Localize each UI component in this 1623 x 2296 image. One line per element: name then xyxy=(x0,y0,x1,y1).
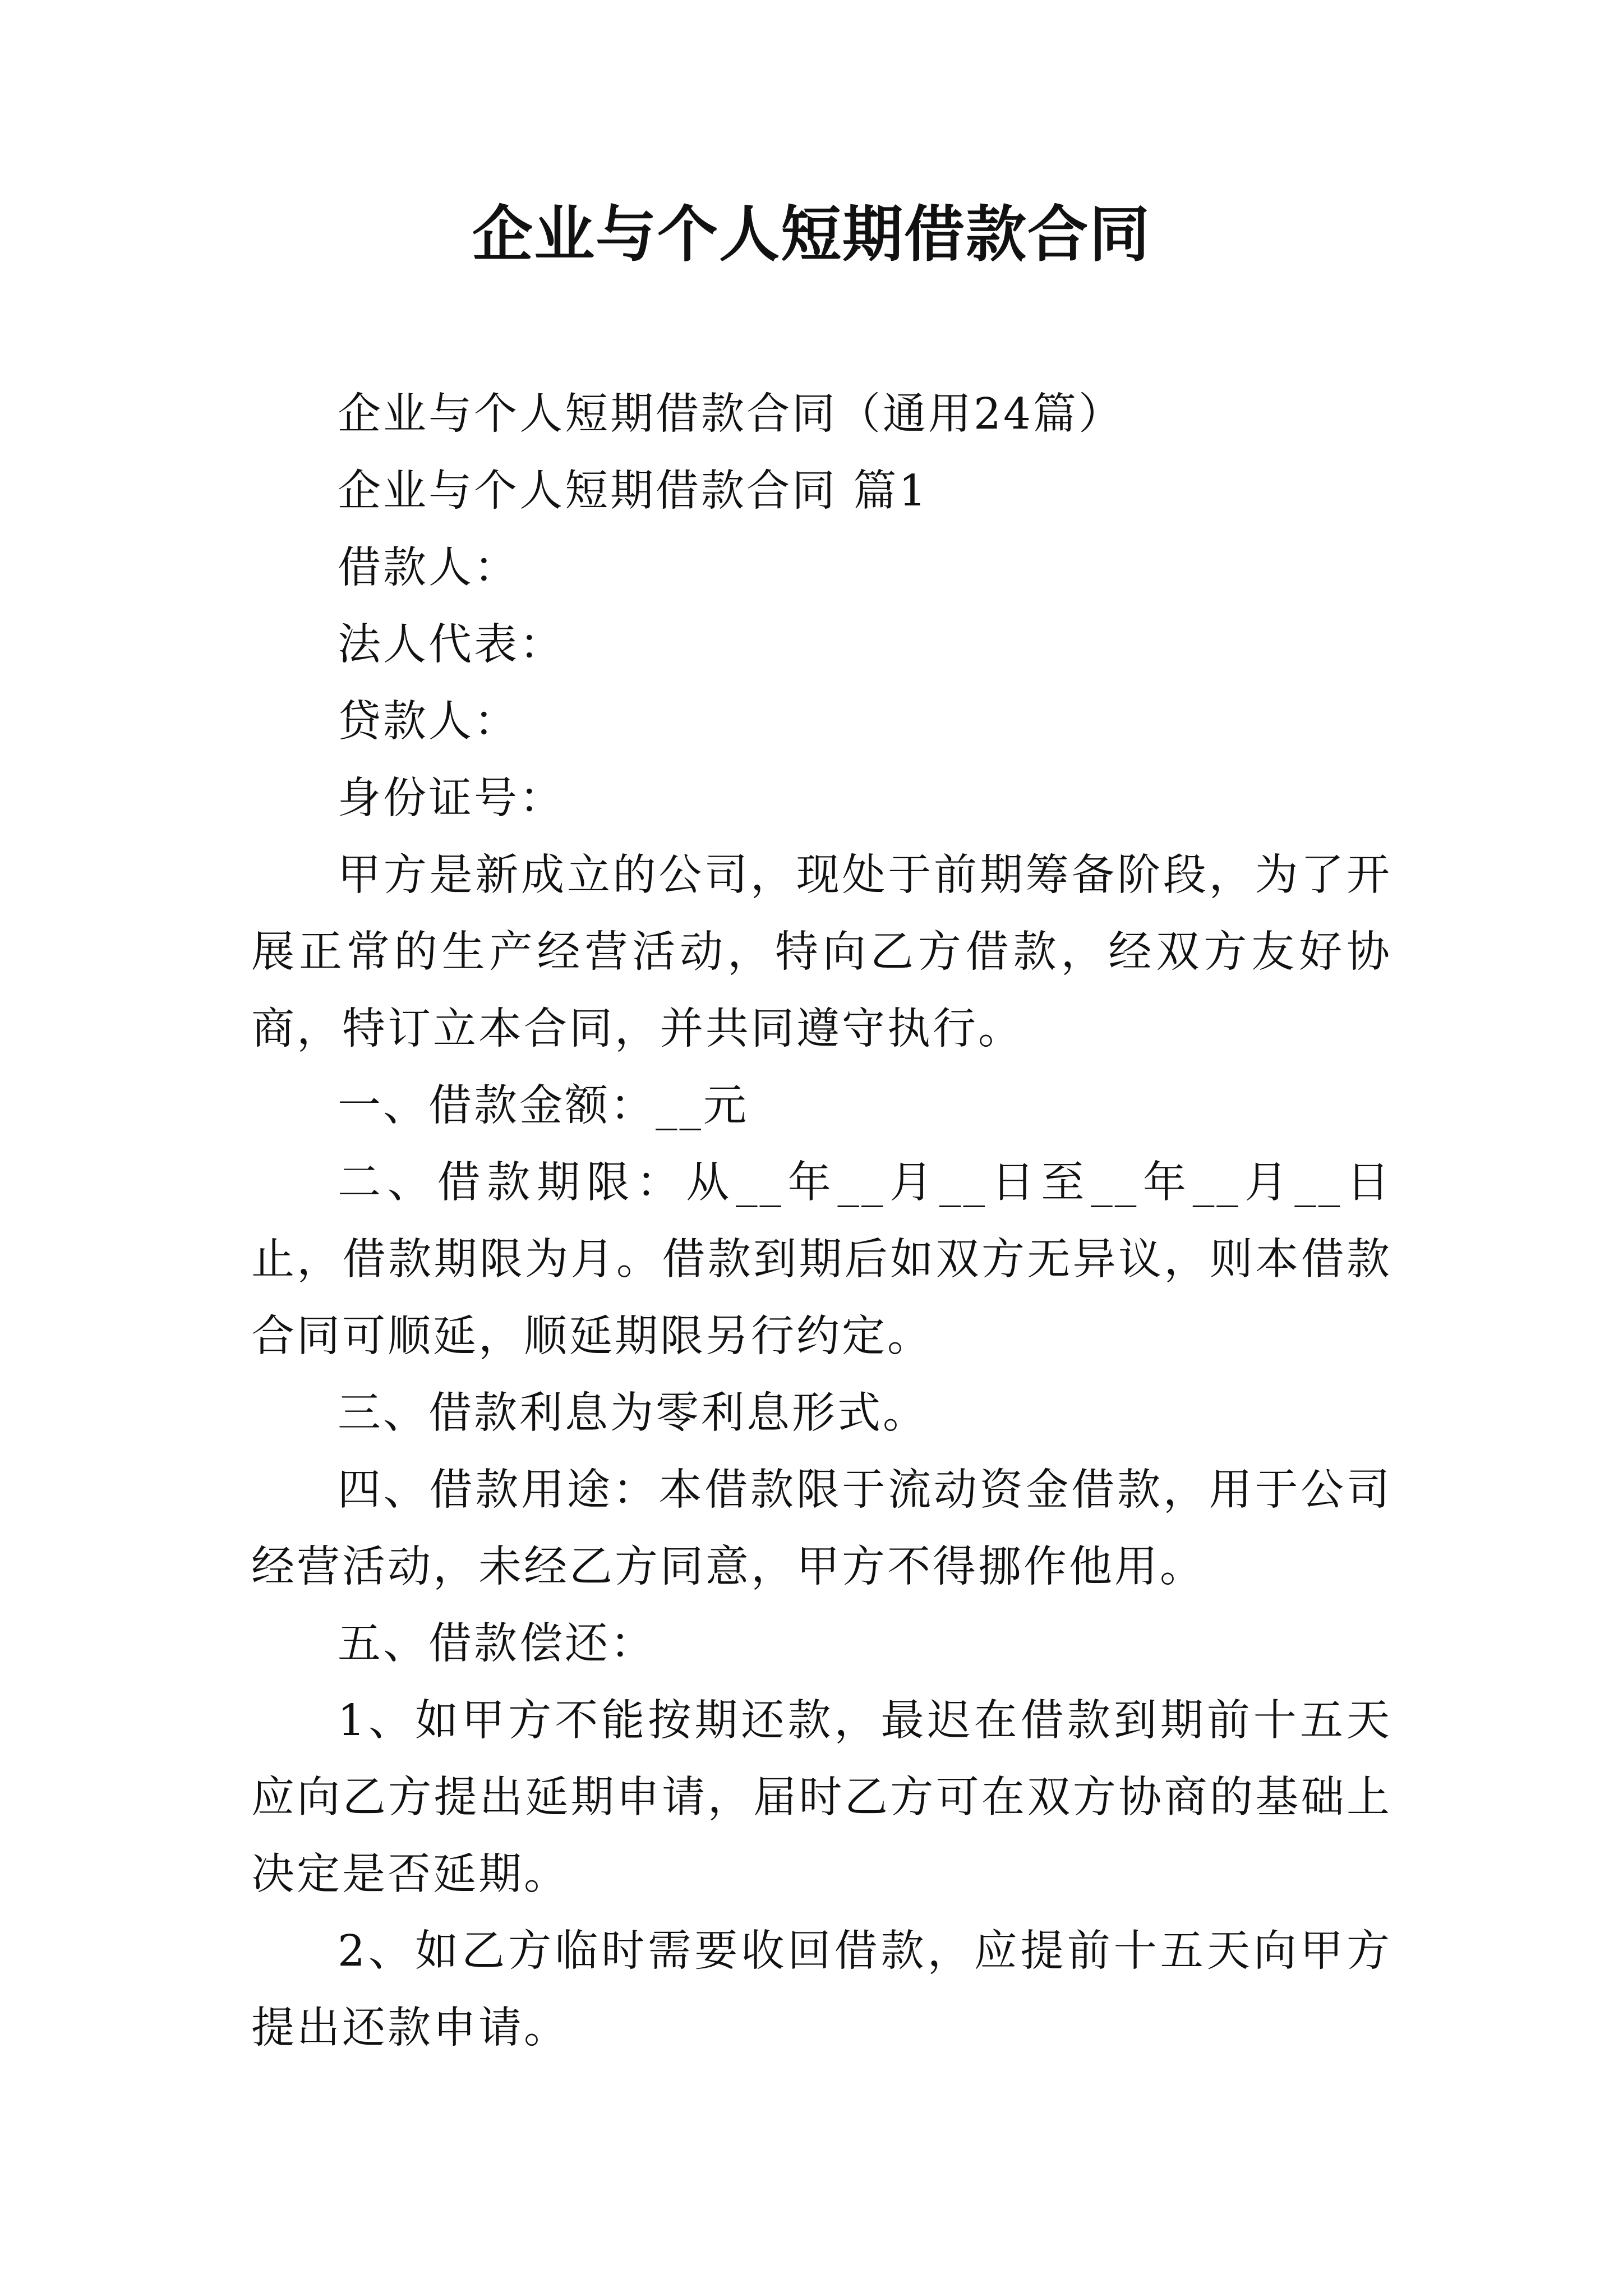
paragraph-preamble: 甲方是新成立的公司，现处于前期筹备阶段，为了开展正常的生产经营活动，特向乙方借款，经双方友好协商，特订立本合同，并共同遵守执行。 xyxy=(251,850,1392,1054)
paragraph-clause-amount: 一、借款金额：__元 xyxy=(338,1081,749,1131)
paragraph-clause-purpose: 四、借款用途：本借款限于流动资金借款，用于公司经营活动，未经乙方同意，甲方不得挪作他用。 xyxy=(251,1465,1392,1592)
paragraph-clause-repayment: 五、借款偿还： xyxy=(338,1619,656,1669)
paragraph-id-number: 身份证号： xyxy=(338,774,565,823)
paragraph-lender: 贷款人： xyxy=(338,697,519,747)
paragraph-clause-term: 二、借款期限：从__年__月__日至__年__月__日止，借款期限为月。借款到期后如双方无异议，则本借款合同可顺延，顺延期限另行约定。 xyxy=(251,1158,1392,1361)
paragraph-borrower: 借款人： xyxy=(338,543,519,593)
document-title: 企业与个人短期借款合同 xyxy=(472,199,1151,270)
paragraph-section-heading: 企业与个人短期借款合同 篇1 xyxy=(338,466,929,516)
document-body xyxy=(251,376,1392,2067)
paragraph-repayment-item-1: 1、如甲方不能按期还款，最迟在借款到期前十五天应向乙方提出延期申请，届时乙方可在双方协商的基础上决定是否延期。 xyxy=(251,1696,1392,1899)
paragraph-repayment-item-2: 2、如乙方临时需要收回借款，应提前十五天向甲方提出还款申请。 xyxy=(251,1926,1392,2053)
paragraph-legal-representative: 法人代表： xyxy=(338,620,565,670)
paragraph-clause-interest: 三、借款利息为零利息形式。 xyxy=(338,1388,928,1438)
paragraph-subtitle: 企业与个人短期借款合同（通用24篇） xyxy=(338,389,1124,439)
